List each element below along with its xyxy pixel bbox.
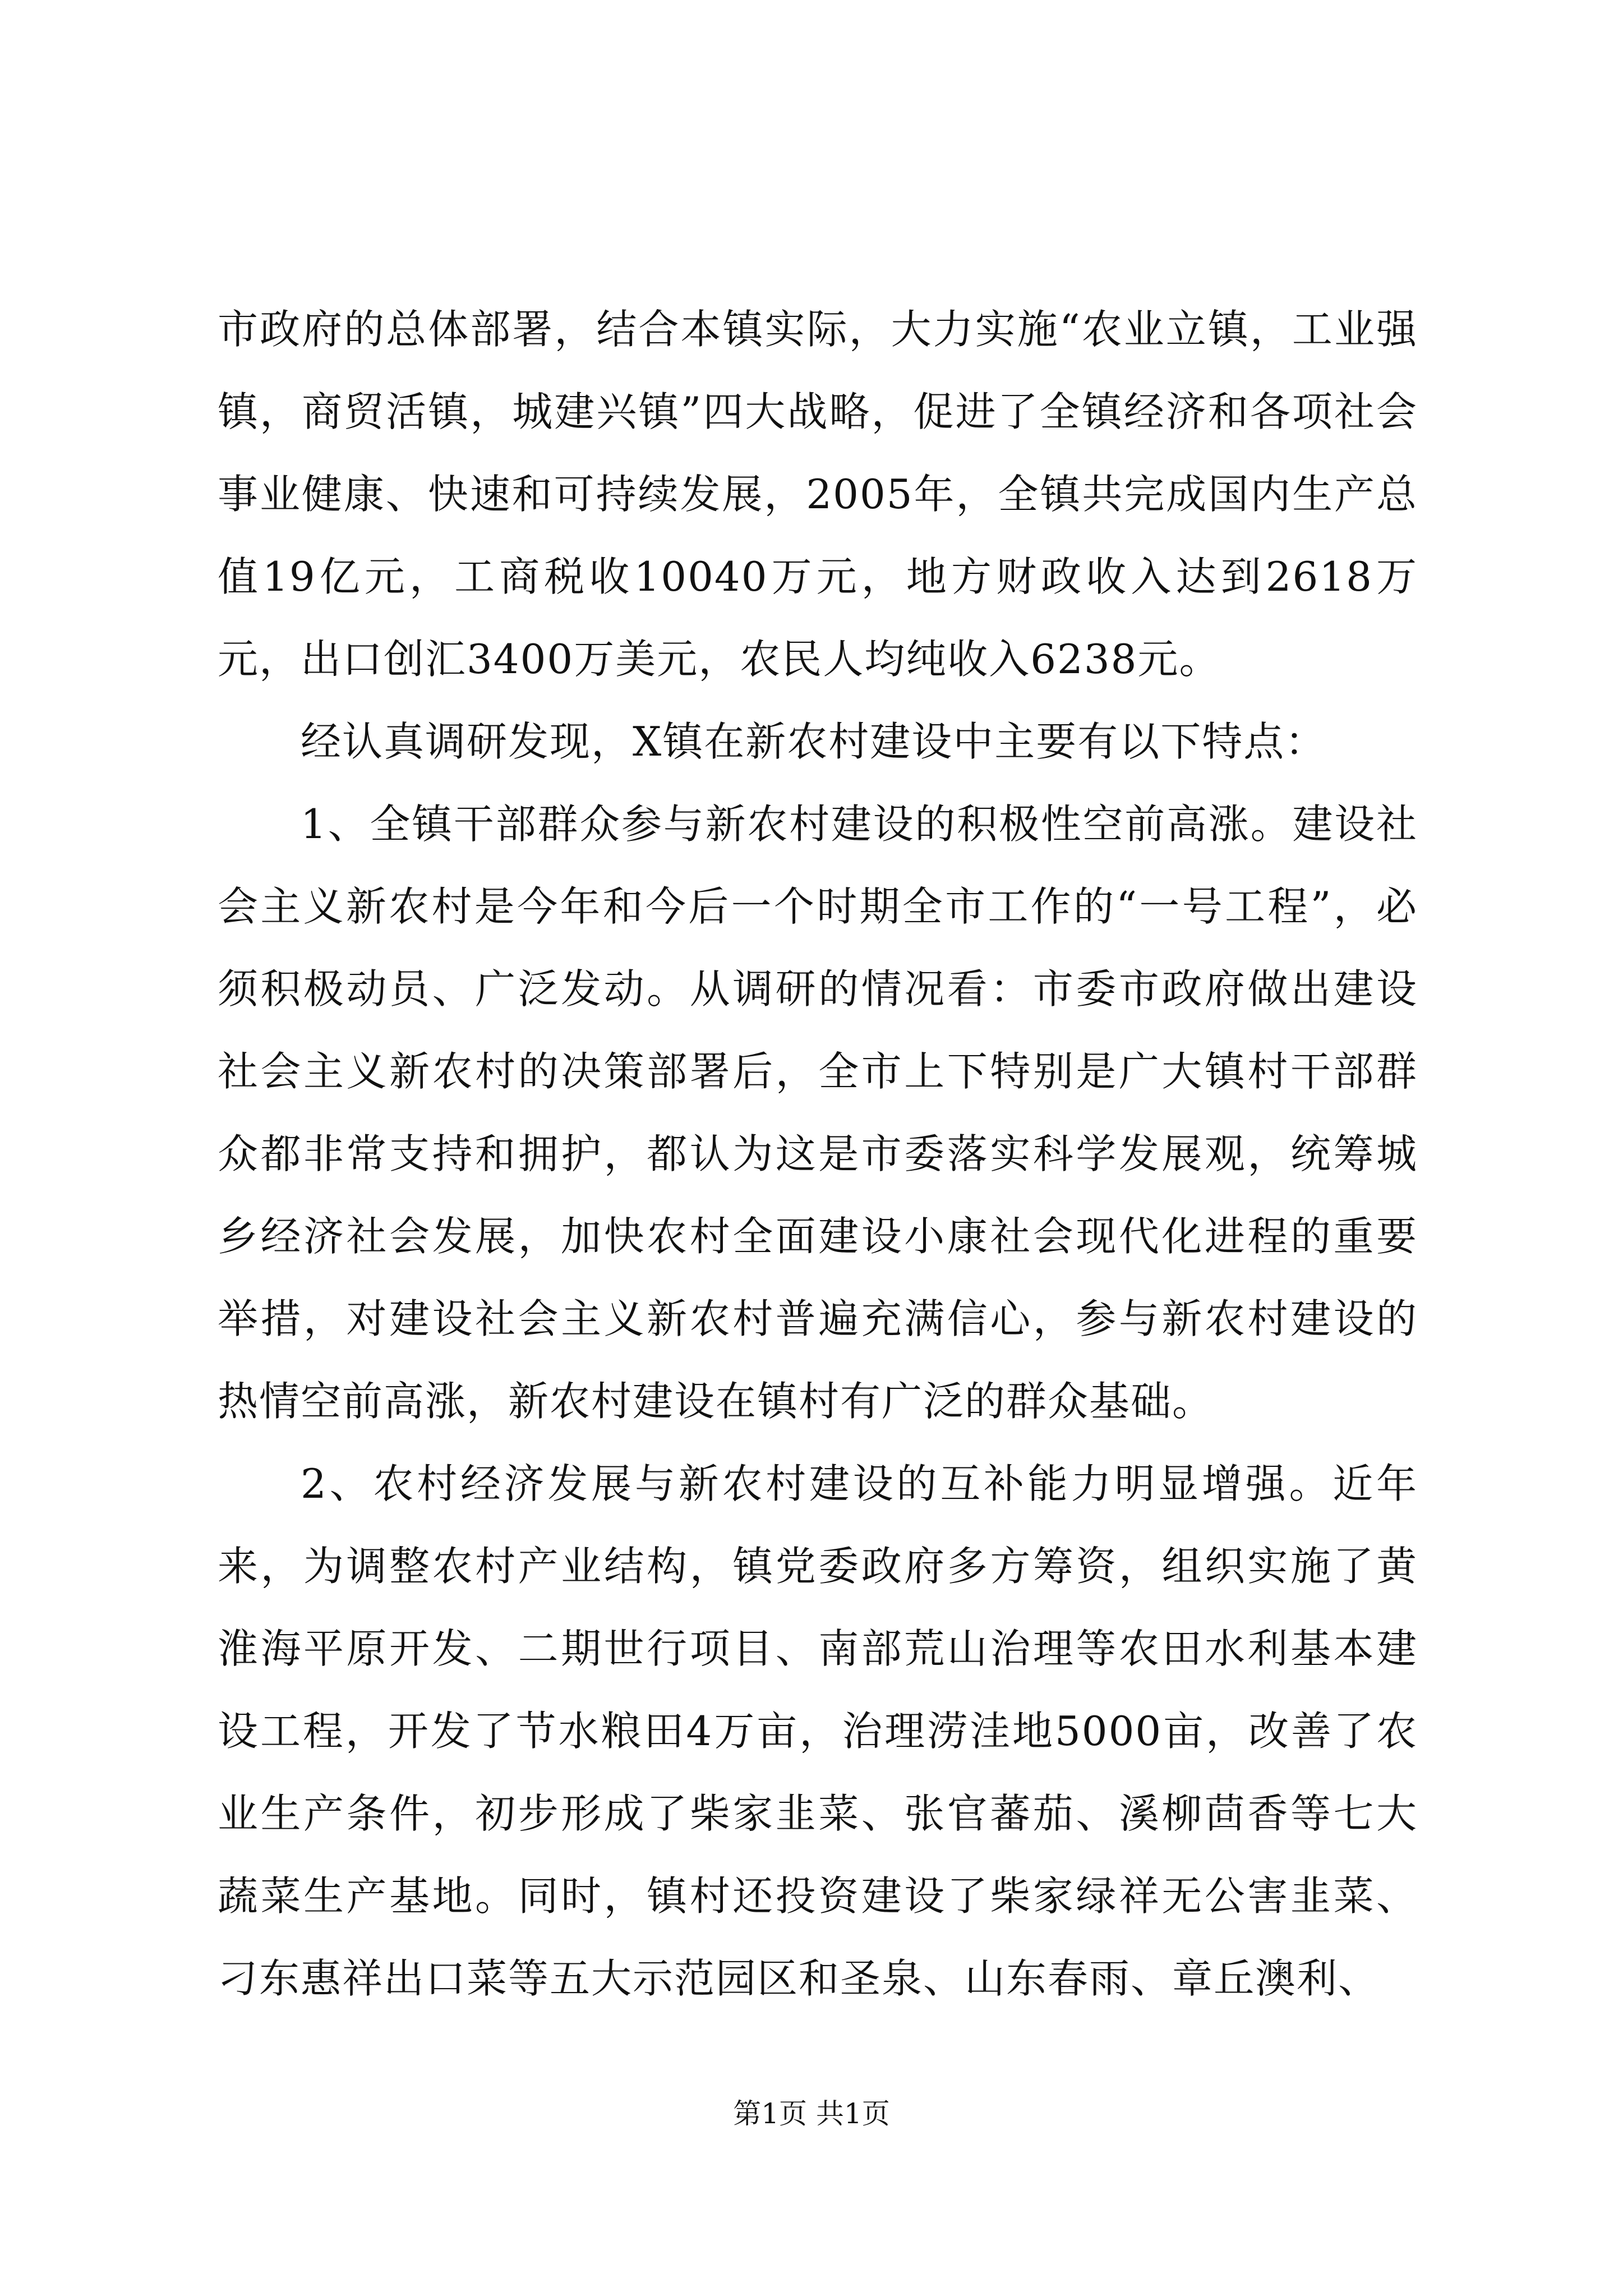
document-body <box>218 288 1418 2020</box>
paragraph-point-2: 2、农村经济发展与新农村建设的互补能力明显增强。近年来，为调整农村产业结构，镇党委政府多方筹资，组织实施了黄淮海平原开发、二期世行项目、南部荒山治理等农田水利基本建设工程，开发了节水粮田4万亩，治理涝洼地5000亩，改善了农业生产条件，初步形成了柴家韭菜、张官蕃茄、溪柳茴香等七大蔬菜生产基地。同时，镇村还投资建设了柴家绿祥无公害韭菜、刁东惠祥出口菜等五大示范园区和圣泉、山东春雨、章丘澳利、 <box>218 1460 1418 2002</box>
page-number-footer: 第1页 共1页 <box>733 2097 890 2130</box>
paragraph-survey-intro: 经认真调研发现，X镇在新农村建设中主要有以下特点： <box>301 718 1327 765</box>
paragraph-point-1: 1、全镇干部群众参与新农村建设的积极性空前高涨。建设社会主义新农村是今年和今后一个时期全市工作的“一号工程”，必须积极动员、广泛发动。从调研的情况看：市委市政府做出建设社会主义新农村的决策部署后，全市上下特别是广大镇村干部群众都非常支持和拥护，都认为这是市委落实科学发展观，统筹城乡经济社会发展，加快农村全面建设小康社会现代化进程的重要举措，对建设社会主义新农村普遍充满信心，参与新农村建设的热情空前高涨，新农村建设在镇村有广泛的群众基础。 <box>218 800 1418 1425</box>
paragraph-continuation: 市政府的总体部署，结合本镇实际，大力实施“农业立镇，工业强镇，商贸活镇，城建兴镇”四大战略，促进了全镇经济和各项社会事业健康、快速和可持续发展，2005年，全镇共完成国内生产总值19亿元，工商税收10040万元，地方财政收入达到2618万元，出口创汇3400万美元，农民人均纯收入6238元。 <box>218 306 1418 683</box>
